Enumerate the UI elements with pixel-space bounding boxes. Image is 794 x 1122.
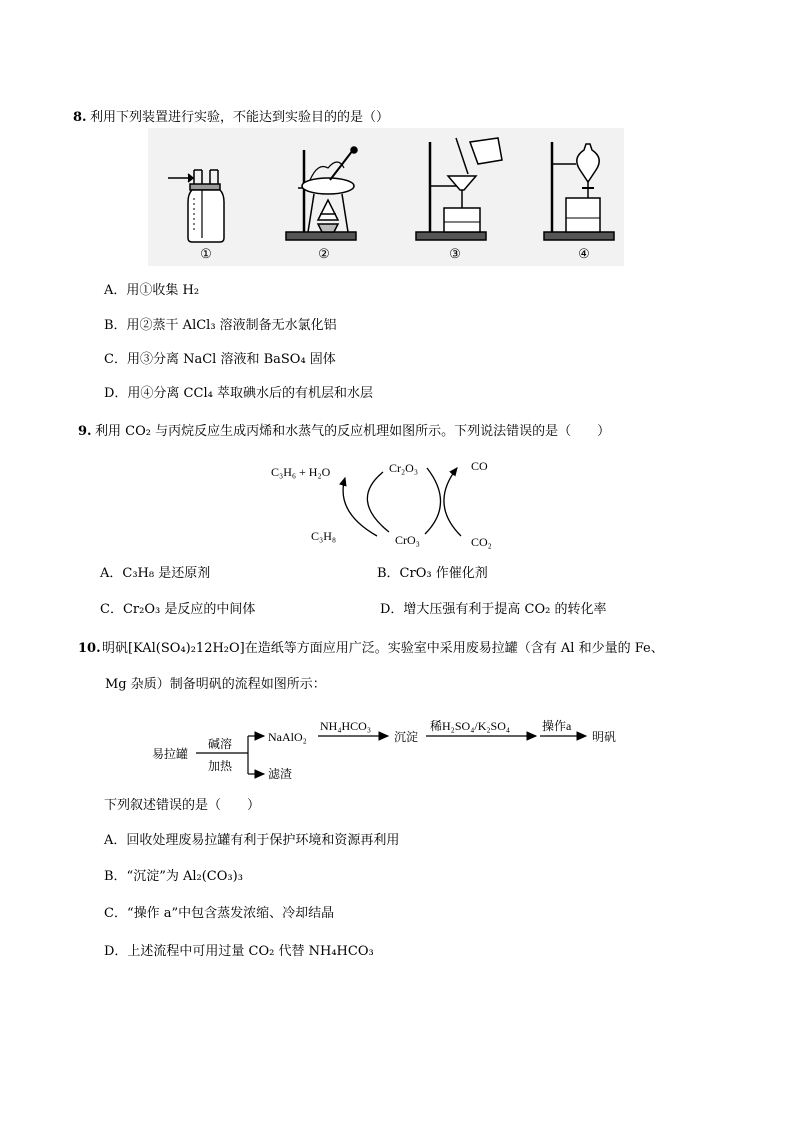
- flow-operation: 操作a: [542, 719, 572, 733]
- cr2o3-label: Cr₂O₃: [389, 461, 419, 475]
- co-label: CO: [471, 459, 488, 473]
- apparatus-label-1: ①: [200, 247, 212, 262]
- flow-start: 易拉罐: [152, 747, 189, 761]
- q10-stem-line2: Mg 杂质）制备明矾的流程如图所示：: [105, 677, 326, 692]
- q8-number: 8.: [73, 110, 87, 125]
- q10-option-a: A．回收处理废易拉罐有利于保护环境和资源再利用: [104, 833, 400, 848]
- q9-number: 9.: [78, 424, 92, 439]
- q9-option-d: D．增大压强有利于提高 CO₂ 的转化率: [380, 602, 607, 617]
- flow-step1-bottom: 加热: [208, 759, 233, 773]
- q8-option-a: A．用①收集 H₂: [104, 283, 200, 298]
- q10-option-b: B．“沉淀”为 Al₂(CO₃)₃: [104, 869, 243, 884]
- flow-step1-top: 碱溶: [208, 737, 233, 751]
- cro3-label: CrO₃: [395, 533, 420, 547]
- q8-option-d: D．用④分离 CCl₄ 萃取碘水后的有机层和水层: [104, 386, 373, 401]
- apparatus-label-2: ②: [318, 247, 330, 262]
- q8-option-c: C．用③分离 NaCl 溶液和 BaSO₄ 固体: [104, 352, 336, 367]
- q10-option-c: C．“操作 a”中包含蒸发浓缩、冷却结晶: [104, 906, 335, 921]
- q9-option-c: C．Cr₂O₃ 是反应的中间体: [100, 602, 256, 617]
- c3h8-label: C₃H₈: [311, 529, 337, 543]
- c3h6-h2o-label: C₃H₆ + H₂O: [271, 465, 331, 479]
- flow-product: 明矾: [592, 730, 617, 744]
- flow-reagent3: 稀H₂SO₄/K₂SO₄: [430, 719, 511, 733]
- flow-precipitate: 沉淀: [394, 730, 419, 744]
- apparatus-label-3: ③: [449, 247, 461, 262]
- flow-residue: 滤渣: [268, 767, 293, 781]
- q8-stem: 利用下列装置进行实验，不能达到实验目的的是（）: [90, 110, 390, 125]
- q10-number: 10.: [78, 641, 101, 656]
- apparatus-label-4: ④: [578, 247, 590, 262]
- q8-option-b: B．用②蒸干 AlCl₃ 溶液制备无水氯化铝: [104, 318, 337, 333]
- flow-naalo2: NaAlO₂: [268, 730, 307, 744]
- q10-flowchart: [148, 708, 628, 788]
- q9-mechanism-diagram: [265, 452, 515, 552]
- q9-stem: 利用 CO₂ 与丙烷反应生成丙烯和水蒸气的反应机理如图所示。下列说法错误的是（ ）: [95, 424, 611, 439]
- co2-label: CO₂: [471, 535, 492, 549]
- q8-apparatus-figure: [148, 128, 624, 266]
- q10-stem-line1: 明矾[KAl(SO₄)₂12H₂O]在造纸等方面应用广泛。实验室中采用废易拉罐（含有 Al 和少量的 Fe、: [102, 641, 664, 656]
- q9-option-b: B．CrO₃ 作催化剂: [377, 566, 488, 581]
- q9-option-a: A．C₃H₈ 是还原剂: [100, 566, 211, 581]
- q10-option-d: D．上述流程中可用过量 CO₂ 代替 NH₄HCO₃: [104, 944, 374, 959]
- flow-reagent2: NH₄HCO₃: [320, 719, 372, 733]
- q10-prompt: 下列叙述错误的是（ ）: [104, 798, 261, 813]
